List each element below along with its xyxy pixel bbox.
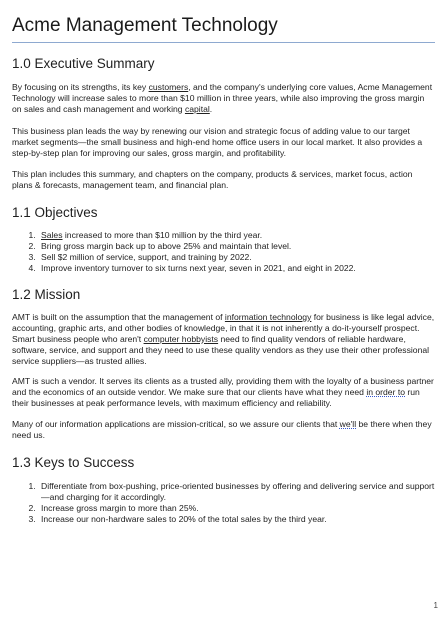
mission-paragraph-3: Many of our information applications are mission-critical, so we assure our clients that we'll be there when they need us. — [12, 419, 432, 441]
key-item: 2. Increase gross margin to more than 25%. — [38, 503, 435, 514]
exec-summary-paragraph-2: This business plan leads the way by renewing our vision and strategic focus of adding value to our target market segments—the small business and high-end home office users in our local market. It also provides a step-by-step plan for improving our sales, gross margin, and profitability. — [12, 125, 423, 158]
link-information-technology[interactable]: information technology — [224, 311, 312, 322]
heading-executive-summary: 1.0 Executive Summary — [12, 56, 155, 71]
objective-item: 3. Sell $2 million of service, support, and training by 2022. — [38, 252, 435, 263]
key-item: 3. Increase our non-hardware sales to 20% of the total sales by the third year. — [38, 514, 435, 525]
heading-objectives: 1.1 Objectives — [12, 205, 98, 221]
objectives-list — [12, 230, 435, 274]
keys-list — [12, 481, 435, 525]
objective-item: 2. Bring gross margin back up to above 25% and maintain that level. — [38, 241, 435, 252]
link-computer-hobbyists[interactable]: computer hobbyists — [143, 333, 219, 344]
heading-keys-to-success: 1.3 Keys to Success — [12, 454, 135, 470]
exec-summary-paragraph-1: By focusing on its strengths, its key customers, and the company's underlying core values, Acme Management Technology will increase sales to more than $10 million in three years, while also improving the gross margin on sales and cash management and working capital. — [12, 82, 433, 114]
objective-item: 1. Sales increased to more than $10 million by the third year. — [38, 230, 435, 241]
objective-item: 4. Improve inventory turnover to six turns next year, seven in 2021, and eight in 2022. — [38, 263, 435, 274]
mission-paragraph-2: AMT is such a vendor. It serves its clients as a trusted ally, providing them with the loyalty of a business partner and the economics of an outside vendor. We make sure that our clients have what they need in order to run their businesses at peak performance levels, with maximum efficiency and reliability. — [12, 376, 434, 409]
page-number: 1 — [433, 601, 438, 610]
key-item: 1. Differentiate from box-pushing, price-oriented businesses by offering and delivering service and support—and charging for it accordingly. — [38, 481, 435, 503]
document-title: Acme Management Technology — [12, 14, 435, 43]
link-capital[interactable]: capital — [184, 103, 210, 114]
exec-summary-paragraph-3: This plan includes this summary, and chapters on the company, products & services, market focus, action plans & forecasts, management team, and financial plan. — [12, 169, 413, 191]
heading-mission: 1.2 Mission — [12, 286, 81, 302]
link-customers[interactable]: customers — [148, 82, 189, 92]
grammar-suggestion-in-order-to[interactable]: in order to — [366, 387, 406, 398]
grammar-suggestion-well[interactable]: we'll — [339, 419, 357, 430]
mission-paragraph-1: AMT is built on the assumption that the management of information technology for business is like legal advice, accounting, graphic arts, and other bodies of knowledge, in that it is not inherently a do-it-yourself prospect. Smart business people who aren't computer hobbyists need to find quality vendors of reliable hardware, software, service, and support and they need to use these quality vendors as they use their other professional service suppliers—as trusted allies. — [12, 311, 435, 366]
link-sales[interactable]: Sales — [41, 230, 63, 241]
